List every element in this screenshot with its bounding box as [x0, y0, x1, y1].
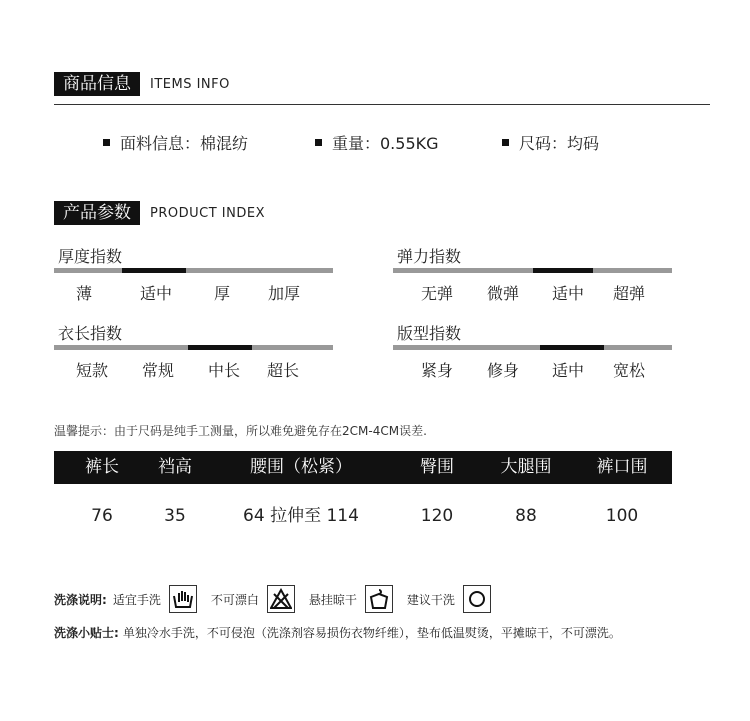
thickness-index-highlight	[122, 268, 186, 273]
thickness-option: 薄	[75, 284, 92, 303]
thickness-option: 适中	[139, 284, 172, 303]
care-tips	[54, 624, 621, 641]
elasticity-option: 微弹	[486, 284, 519, 303]
bullet-icon	[502, 139, 509, 146]
elasticity-index-title: 弹力指数	[397, 247, 462, 266]
no-bleach-icon	[267, 585, 295, 613]
fit-index-bar	[393, 345, 672, 350]
care-tips-text: 单独冷水手洗，不可侵泡（洗涤剂容易损伤衣物纤维），垫布低温熨烫，平摊晾干，不可漂洗。	[122, 626, 621, 640]
size-header-cell: 裆高	[158, 457, 192, 477]
hand-wash-icon	[169, 585, 197, 613]
length-index-title: 衣长指数	[58, 324, 123, 343]
thickness-index-bar	[54, 268, 333, 273]
info-weight-label: 重量：0.55KG	[332, 134, 439, 153]
size-value-cell: 35	[164, 506, 186, 526]
care-instructions	[54, 585, 501, 613]
fit-option: 宽松	[612, 361, 645, 380]
care-label: 洗涤说明:	[54, 592, 107, 607]
info-size	[502, 131, 599, 154]
size-value-cell: 76	[91, 506, 113, 526]
bullet-icon	[103, 139, 110, 146]
info-row	[0, 131, 750, 153]
care-item-text: 建议干洗	[406, 592, 455, 607]
fit-option: 紧身	[420, 361, 453, 380]
dry-clean-icon	[463, 585, 491, 613]
hang-dry-icon	[365, 585, 393, 613]
measurement-tip: 温馨提示：由于尺码是纯手工测量，所以难免避免存在2CM-4CM误差.	[54, 424, 427, 438]
size-header-cell: 裤长	[85, 457, 119, 477]
care-item-text: 适宜手洗	[112, 592, 161, 607]
size-value-cell: 100	[605, 506, 639, 526]
product-index-title: 产品参数	[54, 201, 140, 225]
items-info-subtitle: ITEMS INFO	[150, 76, 230, 92]
thickness-index-title: 厚度指数	[58, 247, 123, 266]
bullet-icon	[315, 139, 322, 146]
length-option: 常规	[141, 361, 174, 380]
size-value-cell: 120	[420, 506, 454, 526]
fit-index	[393, 321, 672, 381]
elasticity-option: 适中	[551, 284, 584, 303]
elasticity-index	[393, 244, 672, 304]
elasticity-index-bar	[393, 268, 672, 273]
info-weight	[315, 131, 439, 154]
info-size-label: 尺码：均码	[519, 134, 600, 153]
length-option: 超长	[266, 361, 299, 380]
thickness-option: 厚	[213, 284, 230, 303]
items-info-header	[54, 72, 230, 96]
size-table-row	[54, 500, 672, 533]
length-option: 中长	[207, 361, 240, 380]
size-value-cell: 88	[515, 506, 537, 526]
care-item-text: 不可漂白	[210, 592, 259, 607]
care-tips-label: 洗涤小贴士:	[54, 626, 119, 640]
info-fabric	[103, 131, 248, 154]
size-value-cell: 64 拉伸至 114	[243, 506, 359, 526]
size-header-cell: 腰围（松紧）	[250, 457, 352, 477]
elasticity-index-highlight	[533, 268, 593, 273]
size-table-header	[54, 451, 672, 484]
section-divider	[54, 104, 710, 105]
product-index-header	[54, 201, 265, 225]
fit-index-title: 版型指数	[397, 324, 462, 343]
fit-option: 适中	[551, 361, 584, 380]
elasticity-option: 无弹	[420, 284, 453, 303]
product-index-subtitle: PRODUCT INDEX	[150, 205, 265, 221]
size-header-cell: 裤口围	[596, 457, 648, 477]
size-header-cell: 臀围	[420, 457, 454, 477]
fit-option: 修身	[486, 361, 519, 380]
length-index-highlight	[188, 345, 252, 350]
thickness-option: 加厚	[267, 284, 300, 303]
thickness-index	[54, 244, 333, 304]
info-fabric-label: 面料信息：棉混纺	[120, 134, 249, 153]
length-index	[54, 321, 333, 381]
length-option: 短款	[75, 361, 108, 380]
elasticity-option: 超弹	[612, 284, 645, 303]
size-header-cell: 大腿围	[500, 457, 552, 477]
care-item-text: 悬挂晾干	[308, 592, 357, 607]
length-index-bar	[54, 345, 333, 350]
items-info-title: 商品信息	[54, 72, 140, 96]
fit-index-highlight	[540, 345, 604, 350]
